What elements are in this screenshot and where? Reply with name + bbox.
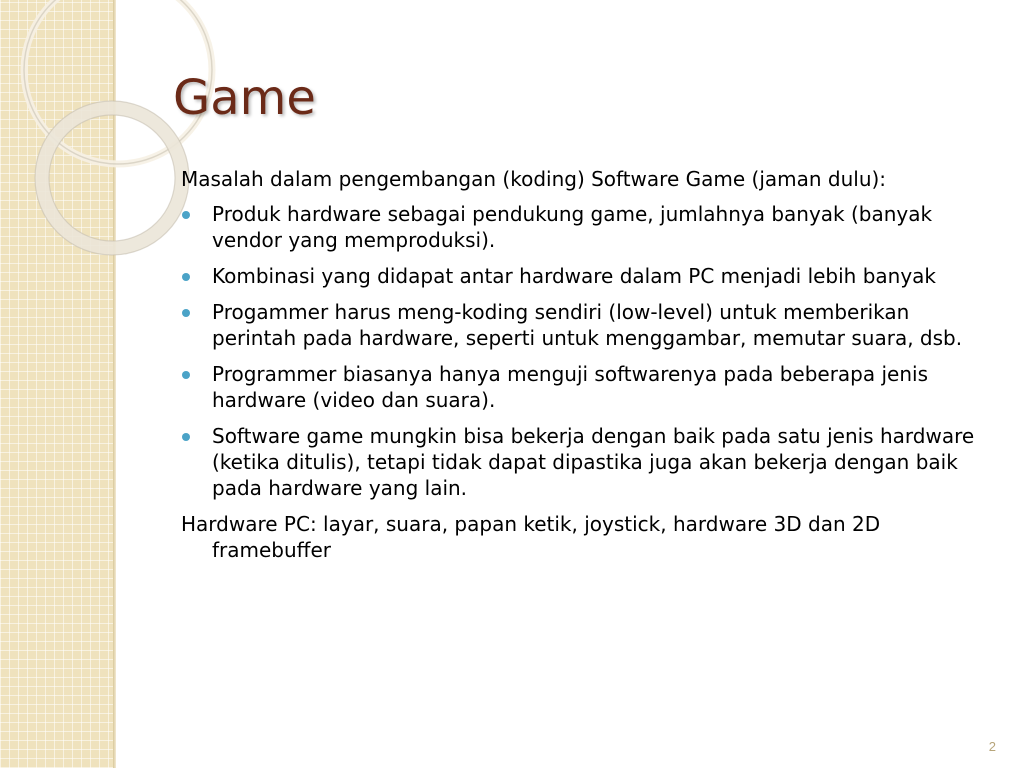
slide-body: [181, 166, 981, 572]
bullet-text: Produk hardware sebagai pendukung game, jumlahnya banyak (banyak vendor yang memproduksi).: [212, 202, 933, 252]
bullet-text: Software game mungkin bisa bekerja dengan baik pada satu jenis hardware (ketika ditulis), tetapi tidak dapat dipastika juga akan bekerja dengan baik pada hardware yang lain.: [212, 424, 975, 500]
bullet-item: [181, 299, 981, 351]
slide-title: Game: [173, 70, 316, 126]
bullet-dot-icon: [182, 371, 190, 379]
bullet-item: [181, 263, 981, 289]
bullet-text: Progammer harus meng-koding sendiri (low-level) untuk memberikan perintah pada hardware, seperti untuk menggambar, memutar suara, dsb.: [212, 300, 963, 350]
bullet-list: [181, 201, 981, 501]
bullet-dot-icon: [182, 433, 190, 441]
bullet-dot-icon: [182, 273, 190, 281]
bullet-item: [181, 423, 981, 501]
small-ring-inner-outline: [49, 115, 175, 241]
small-ring: [42, 108, 182, 248]
bullet-item: [181, 361, 981, 413]
bullet-item: [181, 201, 981, 253]
intro-text: Masalah dalam pengembangan (koding) Software Game (jaman dulu):: [181, 167, 887, 191]
bullet-dot-icon: [182, 211, 190, 219]
bullet-text: Kombinasi yang didapat antar hardware dalam PC menjadi lebih banyak: [212, 264, 937, 288]
page-number: 2: [988, 739, 996, 754]
bullet-dot-icon: [182, 309, 190, 317]
outro-text: Hardware PC: layar, suara, papan ketik, joystick, hardware 3D dan 2D framebuffer: [181, 512, 881, 562]
bullet-text: Programmer biasanya hanya menguji softwarenya pada beberapa jenis hardware (video dan suara).: [212, 362, 928, 412]
